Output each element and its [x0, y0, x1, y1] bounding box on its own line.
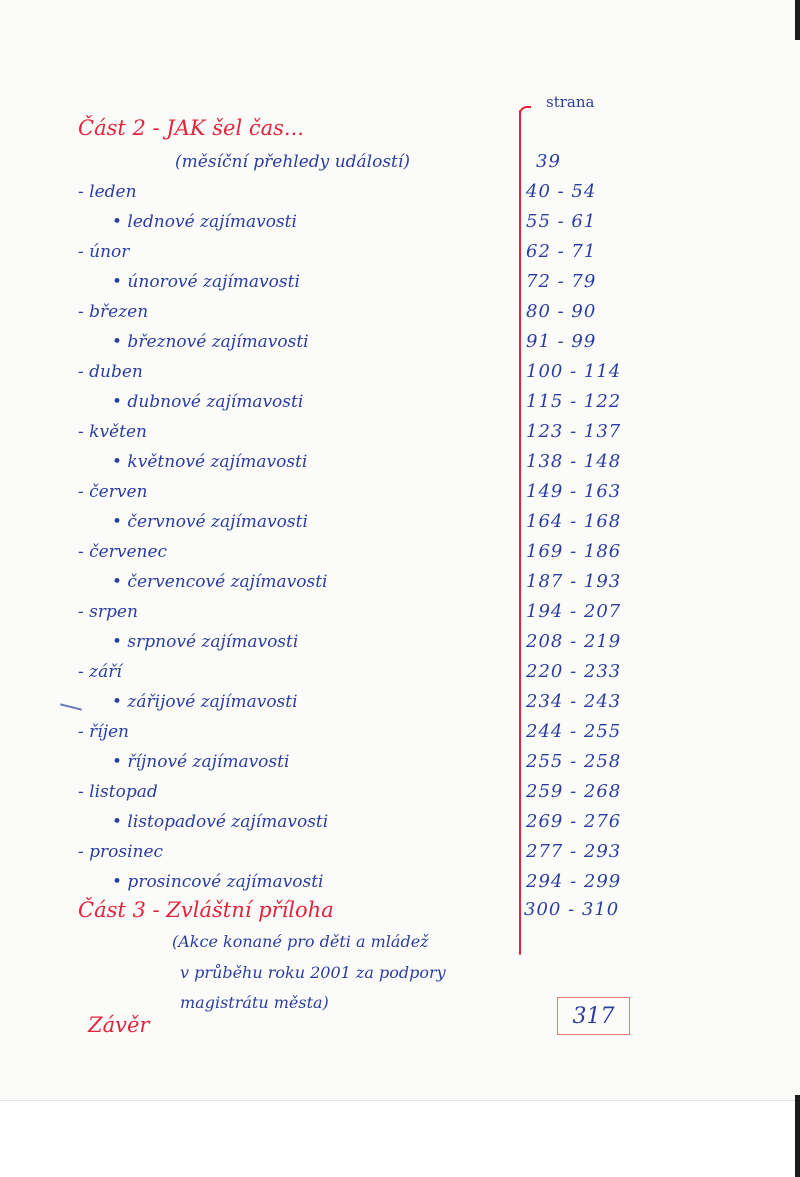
- toc-month-label: - září: [78, 662, 122, 682]
- toc-page-range: 169 - 186: [526, 541, 622, 562]
- toc-page-range: 62 - 71: [526, 241, 597, 262]
- total-pages: 317: [572, 1004, 615, 1029]
- scan-edge-mark-bottom: [795, 1095, 800, 1177]
- toc-subentry-label: • prosincové zajímavosti: [112, 872, 324, 892]
- toc-page-range: 100 - 114: [526, 361, 622, 382]
- part-3-note-line-1: (Akce konané pro děti a mládež: [172, 932, 429, 951]
- toc-subentry-label: • listopadové zajímavosti: [112, 812, 329, 832]
- toc-page-range: 115 - 122: [526, 391, 622, 412]
- toc-subentry-label: • dubnové zajímavosti: [112, 392, 304, 412]
- total-pages-box: [557, 997, 630, 1035]
- toc-page-range: 234 - 243: [526, 691, 622, 712]
- toc-page-range: 123 - 137: [526, 421, 622, 442]
- toc-page-range: 255 - 258: [526, 751, 622, 772]
- toc-page-range: 294 - 299: [526, 871, 622, 892]
- conclusion-label: Závěr: [88, 1013, 150, 1037]
- page-column-label: strana: [546, 93, 595, 111]
- toc-page-range: 220 - 233: [526, 661, 622, 682]
- part-2-subtitle: (měsíční přehledy událostí): [175, 152, 410, 172]
- part-3-pages: 300 - 310: [524, 899, 620, 920]
- scan-edge-mark-top: [795, 0, 800, 40]
- part-2-page: 39: [536, 151, 561, 172]
- part-2-title: Část 2 - JAK šel čas...: [78, 116, 304, 140]
- toc-month-label: - březen: [78, 302, 149, 322]
- toc-page-range: 277 - 293: [526, 841, 622, 862]
- toc-subentry-label: • březnové zajímavosti: [112, 332, 309, 352]
- toc-page-range: 164 - 168: [526, 511, 622, 532]
- toc-page-range: 40 - 54: [526, 181, 597, 202]
- part-3-note-line-3: magistrátu města): [180, 993, 329, 1012]
- toc-month-label: - listopad: [78, 782, 158, 802]
- toc-subentry-label: • říjnové zajímavosti: [112, 752, 290, 772]
- toc-page-range: 187 - 193: [526, 571, 622, 592]
- toc-subentry-label: • únorové zajímavosti: [112, 272, 300, 292]
- toc-page-range: 259 - 268: [526, 781, 622, 802]
- toc-page-range: 55 - 61: [526, 211, 597, 232]
- toc-month-label: - prosinec: [78, 842, 164, 862]
- toc-page-range: 149 - 163: [526, 481, 622, 502]
- toc-month-label: - únor: [78, 242, 130, 262]
- toc-month-label: - leden: [78, 182, 137, 202]
- toc-subentry-label: • květnové zajímavosti: [112, 452, 308, 472]
- toc-page-range: 194 - 207: [526, 601, 622, 622]
- toc-subentry-label: • červencové zajímavosti: [112, 572, 328, 592]
- part-3-note-line-2: v průběhu roku 2001 za podpory: [180, 963, 446, 982]
- toc-page-range: 269 - 276: [526, 811, 622, 832]
- toc-subentry-label: • zářijové zajímavosti: [112, 692, 298, 712]
- toc-page-range: 138 - 148: [526, 451, 622, 472]
- toc-page-range: 72 - 79: [526, 271, 597, 292]
- part-3-title: Část 3 - Zvláštní příloha: [78, 898, 334, 922]
- toc-month-label: - červen: [78, 482, 148, 502]
- toc-month-label: - květen: [78, 422, 147, 442]
- toc-month-label: - duben: [78, 362, 143, 382]
- page-number-divider: [519, 110, 521, 955]
- toc-month-label: - říjen: [78, 722, 129, 742]
- toc-subentry-label: • červnové zajímavosti: [112, 512, 308, 532]
- toc-month-label: - srpen: [78, 602, 138, 622]
- toc-subentry-label: • lednové zajímavosti: [112, 212, 297, 232]
- toc-page-range: 80 - 90: [526, 301, 597, 322]
- toc-page-range: 208 - 219: [526, 631, 622, 652]
- page-bottom-edge: [0, 1100, 800, 1101]
- toc-subentry-label: • srpnové zajímavosti: [112, 632, 299, 652]
- toc-page-range: 244 - 255: [526, 721, 622, 742]
- toc-page-range: 91 - 99: [526, 331, 597, 352]
- toc-month-label: - červenec: [78, 542, 168, 562]
